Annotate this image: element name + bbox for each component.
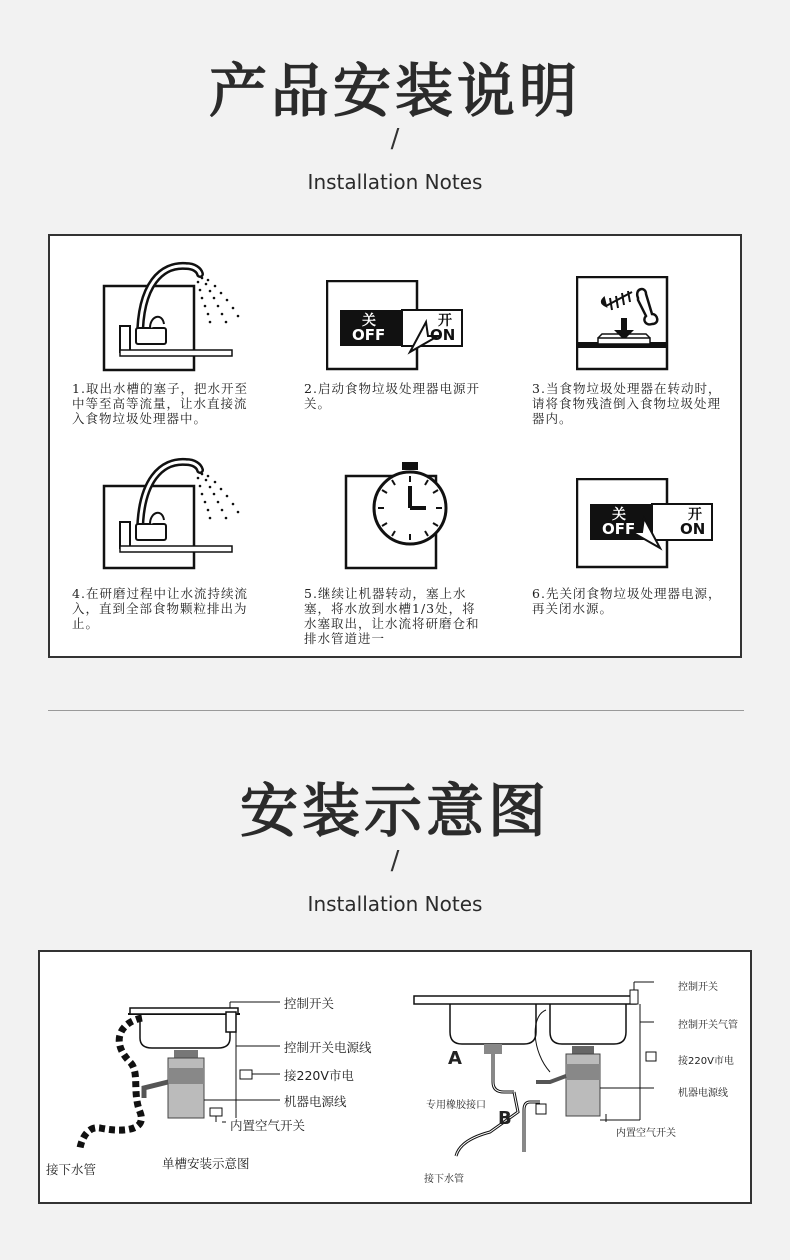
power-switch-icon (326, 280, 466, 376)
switch-off-label: 关 (362, 313, 376, 329)
label-internal-air-switch: 内置空气开关 (230, 1118, 306, 1133)
label-control-switch-air-pipe: 控制开关气管 (678, 1020, 738, 1031)
point-b-label: B (498, 1108, 512, 1129)
food-waste-icon (576, 276, 670, 376)
switch-on-label: 开 (438, 313, 452, 329)
step-2-text: 2.启动食物垃圾处理器电源开关。 (304, 381, 480, 411)
label-drain-pipe: 接下水管 (46, 1162, 97, 1177)
switch-on-en-label: ON (430, 326, 456, 344)
faucet-icon (102, 448, 292, 574)
label-mains-220v: 接220V市电 (284, 1068, 354, 1083)
switch-off-en-label: OFF (602, 520, 636, 538)
installation-diagram-panel (38, 950, 752, 1204)
clock-icon (344, 458, 454, 574)
page-subtitle: Installation Notes (307, 170, 483, 194)
page-title: 产品安装说明 (208, 57, 581, 125)
label-control-switch-power-line: 控制开关电源线 (284, 1040, 372, 1055)
title-slash: / (390, 124, 400, 154)
faucet-icon (102, 254, 292, 376)
label-mains-220v-right: 接220V市电 (678, 1056, 734, 1067)
step-3-text: 3.当食物垃圾处理器在转动时，请将食物残渣倒入食物垃圾处理器内。 (532, 381, 722, 426)
label-control-switch: 控制开关 (284, 996, 335, 1011)
label-rubber-joint: 专用橡胶接口 (426, 1100, 486, 1111)
section-divider (48, 710, 744, 711)
power-switch-icon (576, 478, 716, 574)
step-4-text: 4.在研磨过程中让水流持续流入，直到全部食物颗粒排出为止。 (72, 586, 248, 631)
switch-off-en-label: OFF (352, 326, 386, 344)
switch-on-en-label: ON (680, 520, 706, 538)
switch-off-label: 关 (612, 507, 626, 523)
installation-steps-panel (48, 234, 742, 658)
diagram-title: 安装示意图 (239, 777, 550, 845)
diagram-subtitle: Installation Notes (307, 892, 483, 916)
label-control-switch-right: 控制开关 (678, 982, 718, 993)
label-internal-air-switch-right: 内置空气开关 (616, 1128, 676, 1139)
step-1-text: 1.取出水槽的塞子，把水开至中等至高等流量，让水直接流入食物垃圾处理器中。 (72, 381, 248, 426)
switch-on-label: 开 (688, 507, 702, 523)
point-a-label: A (448, 1048, 462, 1069)
label-drain-pipe-right: 接下水管 (424, 1174, 464, 1185)
step-6-text: 6.先关闭食物垃圾处理器电源，再关闭水源。 (532, 586, 722, 616)
diagram-title-slash: / (390, 846, 400, 876)
diagram-caption: 单槽安装示意图 (162, 1156, 250, 1171)
label-machine-power-line-right: 机器电源线 (678, 1088, 728, 1099)
step-5-text: 5.继续让机器转动，塞上水塞，将水放到水槽1/3处，将水塞取出，让水流将研磨仓和排水管道进一 (304, 586, 480, 646)
label-machine-power-line: 机器电源线 (284, 1094, 347, 1109)
